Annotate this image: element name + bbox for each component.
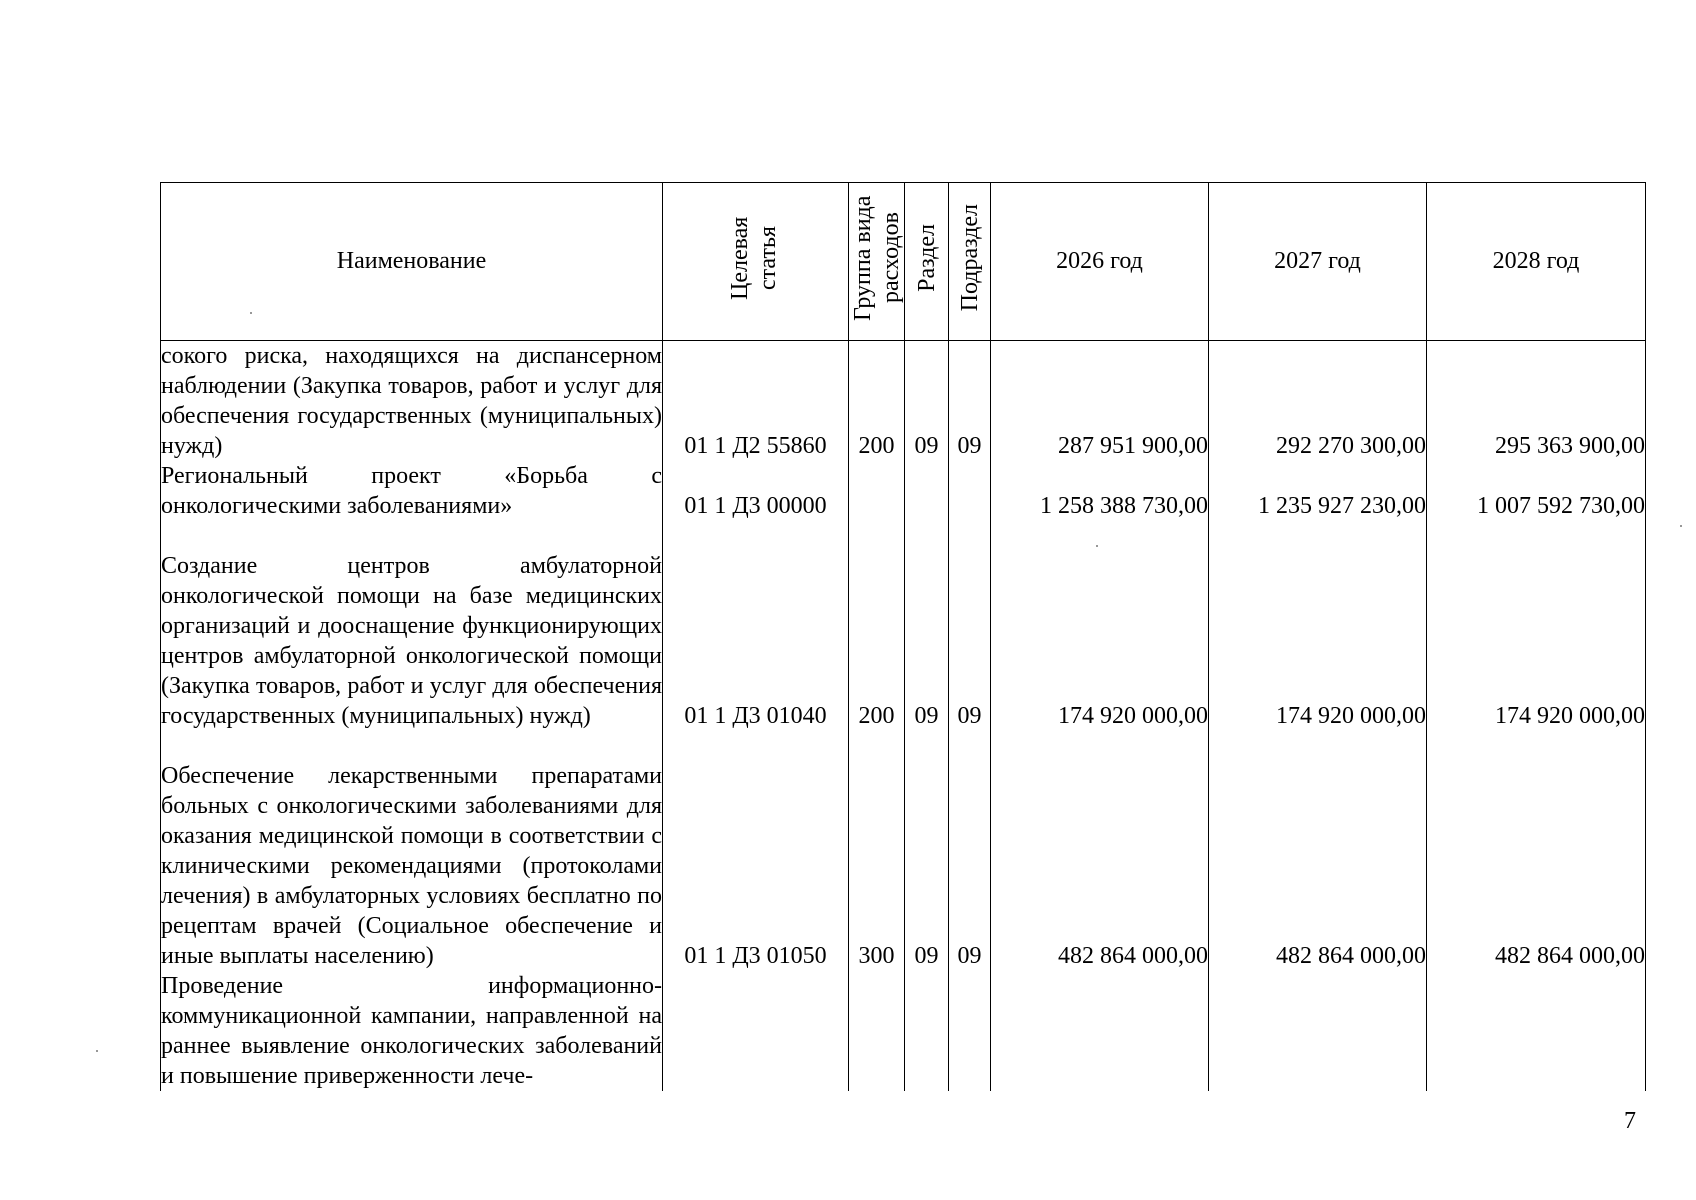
row-2026: 482 864 000,00 [991,731,1209,971]
header-subsection: Подраздел [949,183,991,341]
header-2028: 2028 год [1427,183,1646,341]
header-2027: 2027 год [1209,183,1427,341]
row-subsection: 09 [949,521,991,731]
row-2028: 295 363 900,00 [1427,341,1646,462]
row-section: 09 [905,521,949,731]
row-expense-group [849,461,905,521]
row-subsection [949,971,991,1091]
row-section [905,461,949,521]
row-target-article [663,971,849,1091]
row-expense-group: 300 [849,731,905,971]
row-target-article: 01 1 Д3 01050 [663,731,849,971]
table-row [161,461,1646,521]
row-name: Создание центров амбулаторной онкологической помощи на базе медицинских организаций и дооснащение функционирующих центров амбулаторной онкологической помощи (Закупка товаров, работ и услуг для обеспечения государственных (муниципальных) нужд) [161,521,663,731]
row-expense-group [849,971,905,1091]
row-subsection: 09 [949,341,991,462]
row-subsection: 09 [949,731,991,971]
header-2026: 2026 год [991,183,1209,341]
page-number: 7 [1624,1108,1636,1134]
row-section [905,971,949,1091]
row-subsection [949,461,991,521]
header-target-article: Целевая статья [663,183,849,341]
scan-speck [1680,525,1682,527]
header-section: Раздел [905,183,949,341]
table-row [161,731,1646,971]
row-target-article: 01 1 Д3 00000 [663,461,849,521]
row-2027: 292 270 300,00 [1209,341,1427,462]
table-row [161,971,1646,1091]
row-2028: 482 864 000,00 [1427,731,1646,971]
row-2027: 482 864 000,00 [1209,731,1427,971]
row-name: Проведение информационно-коммуникационной кампании, направленной на раннее выявление онкологических заболеваний и повышение приверженности лече- [161,973,662,1089]
row-2028 [1427,971,1646,1091]
row-2028: 1 007 592 730,00 [1427,461,1646,521]
header-expense-group: Группа вида расходов [849,183,905,341]
scan-speck [96,1050,98,1052]
header-name: Наименование [161,183,663,341]
scan-speck [250,312,252,314]
row-2027: 1 235 927 230,00 [1209,461,1427,521]
row-name: Региональный проект «Борьба с онкологическими заболеваниями» [161,463,662,519]
row-2026: 1 258 388 730,00 [991,461,1209,521]
row-target-article: 01 1 Д2 55860 [663,341,849,462]
row-2027 [1209,971,1427,1091]
row-2026: 287 951 900,00 [991,341,1209,462]
row-section: 09 [905,341,949,462]
row-2027: 174 920 000,00 [1209,521,1427,731]
table-row [161,521,1646,731]
table-row [161,341,1646,462]
row-name: Обеспечение лекарственными препаратами больных с онкологическими заболеваниями для оказания медицинской помощи в соответствии с клиническими рекомендациями (протоколами лечения) в амбулаторных условиях бесплатно по рецептам врачей (Социальное обеспечение и иные выплаты населению) [161,731,663,971]
scan-speck [1096,545,1098,547]
row-2028: 174 920 000,00 [1427,521,1646,731]
row-2026: 174 920 000,00 [991,521,1209,731]
row-section: 09 [905,731,949,971]
row-target-article: 01 1 Д3 01040 [663,521,849,731]
row-expense-group: 200 [849,521,905,731]
row-2026 [991,971,1209,1091]
row-name: сокого риска, находящихся на диспансерном наблюдении (Закупка товаров, работ и услуг для обеспечения государственных (муниципальных) нужд) [161,341,663,462]
budget-table [160,182,1646,1091]
table-header-row [161,183,1646,341]
row-expense-group: 200 [849,341,905,462]
